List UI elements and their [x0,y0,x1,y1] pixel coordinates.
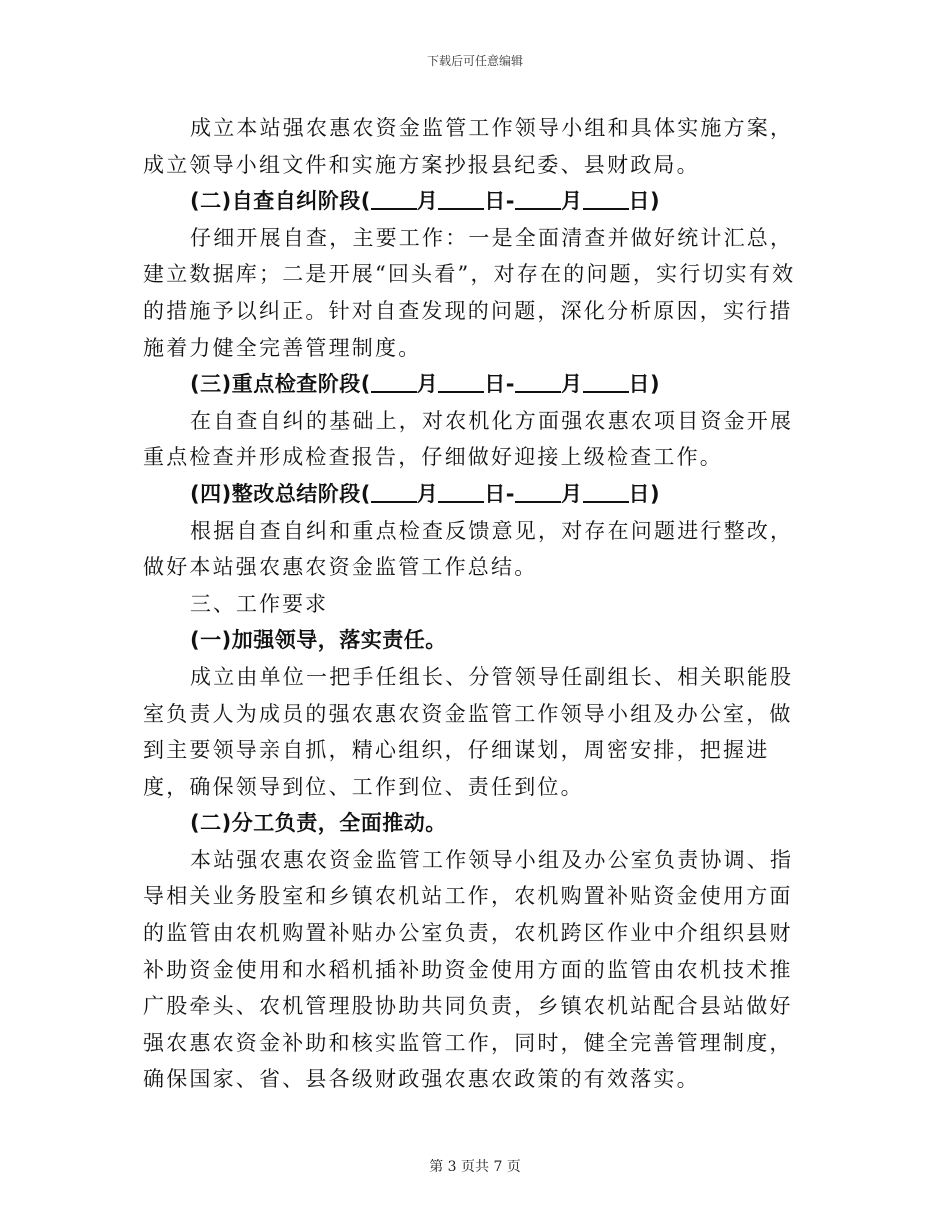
page-footer: 第 3 页共 7 页 [429,1159,521,1175]
paragraph: 仔细开展自查，主要工作：一是全面清查并做好统计汇总，建立数据库；二是开展“回头看”，对存在的问题，实行切实有效的措施予以纠正。针对自查发现的问题，深化分析原因，实行措施着力健全完善管理制度。 [143,225,796,360]
date-blank [515,373,561,393]
subsection-heading: (二)分工负责，全面推动。 [190,811,447,836]
date-blank [515,483,561,503]
page-header: 下载后可任意编辑 [426,54,523,68]
paragraph: 根据自查自纠和重点检查反馈意见，对存在问题进行整改，做好本站强农惠农资金监管工作总结。 [143,518,794,580]
subsection-heading: (一)加强领导，落实责任。 [190,628,447,653]
phase-heading-key-inspection: (三)重点检查阶段( 月 日- 月 日) [190,372,661,397]
date-blank [371,373,417,393]
date-blank [438,190,484,210]
section-heading: 三、工作要求 [190,591,328,616]
date-blank [583,373,629,393]
date-blank [371,483,417,503]
date-blank [438,373,484,393]
paragraph: 本站强农惠农资金监管工作领导小组及办公室负责协调、指导相关业务股室和乡镇农机站工作，农机购置补贴资金使用方面的监管由农机购置补贴办公室负责，农机跨区作业中介组织县财补助资金使用和水稻机插补助资金使用方面的监管由农机技术推广股牵头、农机管理股协助共同负责，乡镇农机站配合县站做好强农惠农资金补助和核实监管工作，同时，健全完善管理制度，确保国家、省、县各级财政强农惠农政策的有效落实。 [143,847,794,1092]
paragraph: 在自查自纠的基础上，对农机化方面强农惠农项目资金开展重点检查并形成检查报告，仔细做好迎接上级检查工作。 [143,408,794,470]
phase-heading-self-check: (二)自查自纠阶段( 月 日- 月 日) [190,189,661,214]
date-blank [438,483,484,503]
date-blank [583,190,629,210]
paragraph: 成立由单位一把手任组长、分管领导任副组长、相关职能股室负责人为成员的强农惠农资金监管工作领导小组及办公室，做到主要领导亲自抓，精心组织，仔细谋划，周密安排，把握进度，确保领导到位、工作到位、责任到位。 [143,664,794,799]
paragraph: 成立本站强农惠农资金监管工作领导小组和具体实施方案，成立领导小组文件和实施方案抄报县纪委、县财政局。 [143,116,794,177]
phase-heading-rectification: (四)整改总结阶段( 月 日- 月 日) [190,481,661,506]
date-blank [371,190,417,210]
date-blank [583,483,629,503]
document-body [143,110,803,1098]
date-blank [515,190,561,210]
